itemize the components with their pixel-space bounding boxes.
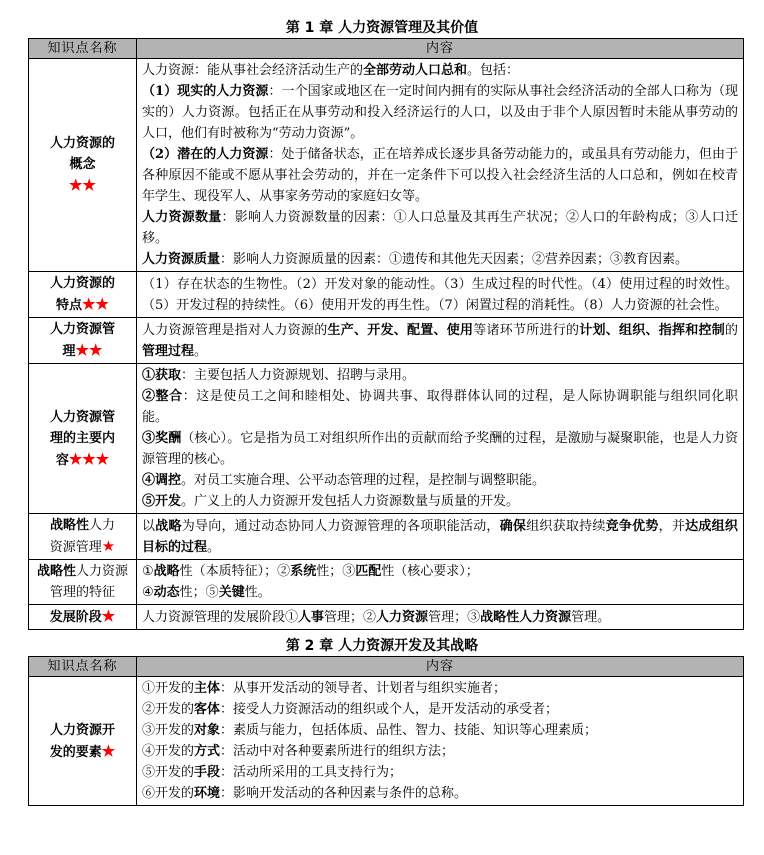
table-row [29, 560, 744, 605]
row-content: 以战略为导向，通过动态协同人力资源管理的各项职能活动，确保组织获取持续竞争优势，并达成组织目标的过程。 [137, 514, 744, 560]
star-rating: ★★ [69, 176, 96, 194]
header-name: 知识点名称 [29, 39, 137, 59]
row-name: 人力资源的 特点★★ [29, 272, 137, 318]
table-row [29, 605, 744, 630]
table-header-row [29, 657, 744, 677]
table-header-row [29, 39, 744, 59]
row-name: 战略性人力 资源管理★ [29, 514, 137, 560]
star-rating: ★★★ [68, 449, 110, 468]
chapter-1-table [28, 38, 744, 630]
header-name: 知识点名称 [29, 657, 137, 677]
table-row [29, 514, 744, 560]
header-content: 内容 [137, 657, 744, 677]
table-row [29, 364, 744, 514]
chapter-2-table [28, 656, 744, 806]
row-content: 人力资源管理是指对人力资源的生产、开发、配置、使用等诸环节所进行的计划、组织、指挥和控制的管理过程。 [137, 318, 744, 364]
row-name: 人力资源的 概念 ★★ [29, 59, 137, 272]
table-row [29, 677, 744, 806]
table-row [29, 318, 744, 364]
row-name: 人力资源管 理的主要内 容★★★ [29, 364, 137, 514]
star-rating: ★ [101, 537, 116, 555]
star-rating: ★ [101, 741, 116, 760]
table-row [29, 59, 744, 272]
star-rating: ★ [101, 607, 116, 625]
chapter-2-title: 第 2 章 人力资源开发及其战略 [285, 638, 479, 654]
row-content: ①开发的主体：从事开发活动的领导者、计划者与组织实施者； ②开发的客体：接受人力资源活动的组织或个人，是开发活动的承受者； ③开发的对象：素质与能力，包括体质、品性、智力、技能、知识等心理素质； ④开发的方式：活动中对各种要素所进行的组织方法； ⑤开发的手段：活动所采用的工具支持行为； ⑥开发的环境：影响开发活动的各种因素与条件的总称。 [137, 677, 744, 806]
row-name: 战略性人力资源 管理的特征 [29, 560, 137, 605]
chapter-1-title: 第 1 章 人力资源管理及其价值 [285, 20, 479, 36]
star-rating: ★★ [82, 295, 109, 313]
table-row [29, 272, 744, 318]
row-content: ①战略性（本质特征）；②系统性；③匹配性（核心要求）； ④动态性；⑤关键性。 [137, 560, 744, 605]
row-content: ①获取：主要包括人力资源规划、招聘与录用。 ②整合：这是使员工之间和睦相处、协调共事、取得群体认同的过程，是人际协调职能与组织同化职能。 ③奖酬（核心）。它是指为员工对组织所作出的贡献而给予奖酬的过程，是激励与凝聚职能，也是人力资源管理的核心。 ④调控。对员工实施合理、公平动态管理的过程，是控制与调整职能。 ⑤开发。广义上的人力资源开发包括人力资源数量与质量的开发。 [137, 364, 744, 514]
row-name: 人力资源开 发的要素★ [29, 677, 137, 806]
row-content: 人力资源：能从事社会经济活动生产的全部劳动人口总和。包括： （1）现实的人力资源：一个国家或地区在一定时间内拥有的实际从事社会经济活动的全部人口称为（现实的）人力资源。包括正在从事劳动和投入经济运行的人口，以及由于非个人原因暂时未能从事劳动的人口，他们有时被称为“劳动力资源”。 （2）潜在的人力资源：处于储备状态，正在培养成长逐步具备劳动能力的，或虽具有劳动能力，但由于各种原因不能或不愿从事社会劳动的，并在一定条件下可以投入社会经济生活的人口总和，例如在校青年学生、现役军人、从事家务劳动的家庭妇女等。 人力资源数量：影响人力资源数量的因素：①人口总量及其再生产状况；②人口的年龄构成；③人口迁移。 人力资源质量：影响人力资源质量的因素：①遗传和其他先天因素；②营养因素；③教育因素。 [137, 59, 744, 272]
row-name: 人力资源管 理★★ [29, 318, 137, 364]
star-rating: ★★ [75, 341, 103, 359]
row-content: 人力资源管理的发展阶段①人事管理；②人力资源管理；③战略性人力资源管理。 [137, 605, 744, 630]
row-name: 发展阶段★ [29, 605, 137, 630]
header-content: 内容 [137, 39, 744, 59]
row-content: （1）存在状态的生物性。（2）开发对象的能动性。（3）生成过程的时代性。（4）使用过程的时效性。（5）开发过程的持续性。（6）使用开发的再生性。（7）闲置过程的消耗性。（8）人力资源的社会性。 [137, 272, 744, 318]
